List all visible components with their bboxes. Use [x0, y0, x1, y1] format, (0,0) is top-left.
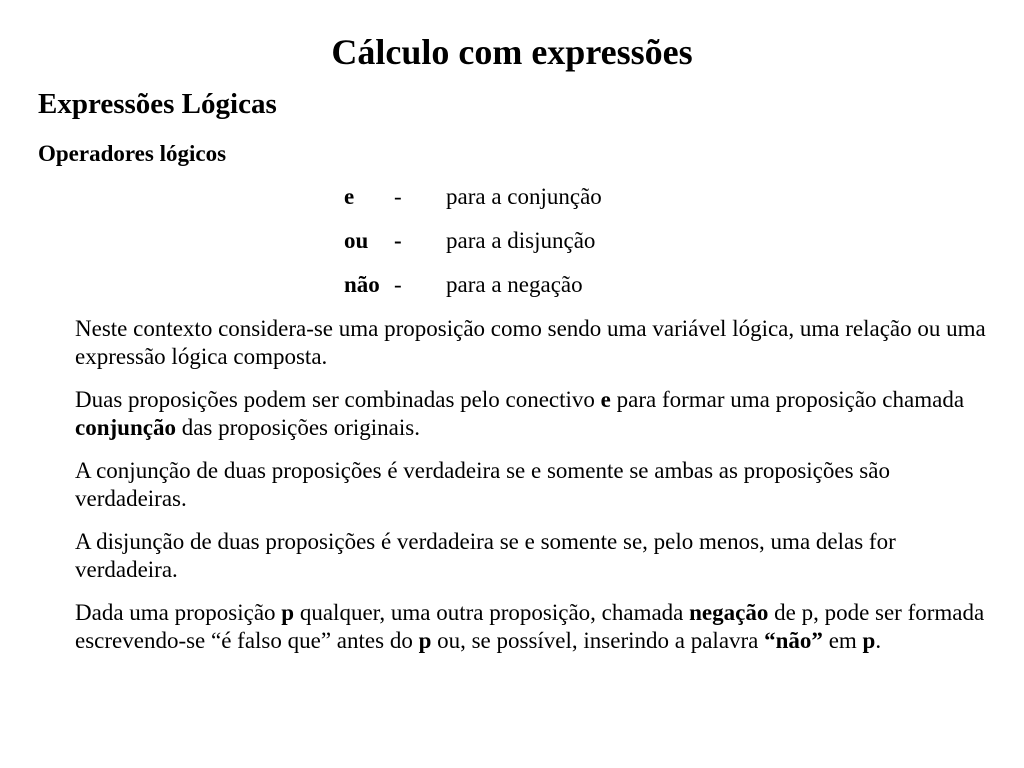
paragraph-conjunction-definition	[75, 386, 995, 442]
bold-term-conjuncao: conjunção	[75, 415, 176, 440]
bold-term-e: e	[600, 387, 611, 412]
operator-description: para a conjunção	[446, 184, 602, 209]
paragraph-text: das proposições originais.	[175, 415, 420, 440]
paragraph-text: em	[822, 628, 863, 653]
operator-word: e	[344, 184, 355, 209]
paragraph-text: A disjunção de duas proposições é verdadeira se e somente se, pelo menos, uma delas for verdadeira.	[75, 529, 896, 582]
paragraph-text: ou, se possível, inserindo a palavra	[431, 628, 765, 653]
paragraph-text: de p, pode ser formada escrevendo-se “é falso que” antes do	[75, 600, 985, 653]
paragraph-text: qualquer, uma outra proposição, chamada	[294, 600, 690, 625]
paragraph-text: Neste contexto considera-se uma proposição como sendo uma variável lógica, uma relação ou uma expressão lógica composta.	[75, 316, 986, 369]
operator-row-ou	[344, 225, 596, 269]
paragraph-context	[75, 315, 995, 371]
paragraph-text: Dada uma proposição	[75, 600, 282, 625]
operator-description: para a negação	[446, 272, 583, 297]
paragraph-disjunction-truth	[75, 528, 995, 584]
paragraph-text: para formar uma proposição chamada	[610, 387, 965, 412]
operator-row-nao	[344, 269, 583, 313]
paragraph-text: Duas proposições podem ser combinadas pelo conectivo	[75, 387, 601, 412]
operators-list	[344, 181, 602, 313]
paragraph-negation-definition	[75, 599, 995, 655]
bold-term-negacao: negação	[689, 600, 769, 625]
operator-row-e	[344, 181, 602, 225]
body-paragraphs	[75, 315, 995, 670]
bold-term-p: p	[862, 628, 876, 653]
bold-term-p: p	[281, 600, 295, 625]
bold-term-p: p	[418, 628, 432, 653]
operator-dash: -	[394, 184, 402, 209]
operator-dash: -	[394, 228, 402, 253]
slide-title: Cálculo com expressões	[331, 32, 693, 72]
operator-description: para a disjunção	[446, 228, 596, 253]
bold-term-nao: “não”	[764, 628, 823, 653]
section-heading: Expressões Lógicas	[38, 88, 277, 120]
operator-dash: -	[394, 272, 402, 297]
operator-word: não	[344, 272, 380, 297]
paragraph-text: .	[875, 628, 882, 653]
subheading-operadores: Operadores lógicos	[38, 141, 227, 166]
paragraph-text: A conjunção de duas proposições é verdadeira se e somente se ambas as proposições são verdadeiras.	[75, 458, 890, 511]
paragraph-conjunction-truth	[75, 457, 995, 513]
operator-word: ou	[344, 228, 369, 253]
